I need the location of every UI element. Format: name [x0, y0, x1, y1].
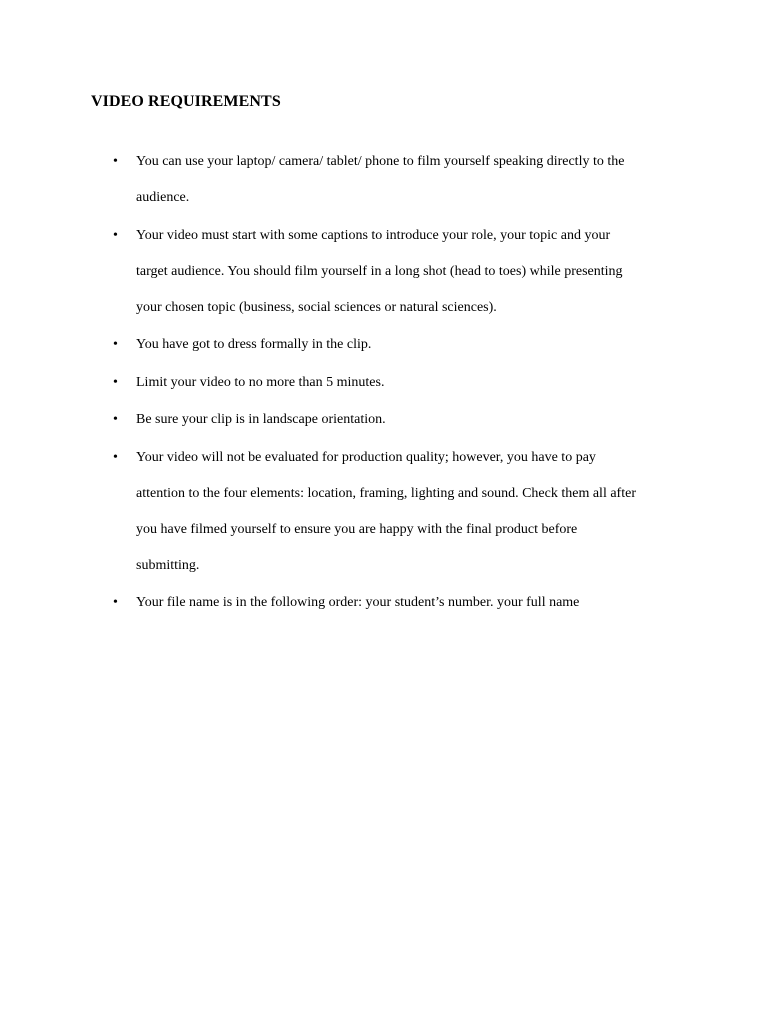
bullet-icon: • — [113, 412, 118, 427]
list-item — [0, 402, 768, 438]
text-line: Your video will not be evaluated for production quality; however, you have to pay — [136, 449, 596, 465]
list-item — [0, 440, 768, 584]
list-item-text — [136, 218, 696, 326]
list-item — [0, 365, 768, 401]
text-line: audience. — [136, 190, 190, 205]
text-line: you have filmed yourself to ensure you are happy with the final product before — [136, 521, 578, 537]
bullet-icon: • — [113, 337, 118, 352]
document-heading: VIDEO REQUIREMENTS — [91, 93, 281, 110]
bullet-icon: • — [113, 595, 118, 610]
text-line: Limit your video to no more than 5 minutes. — [136, 374, 385, 390]
list-item-text — [136, 327, 696, 363]
text-line: attention to the four elements: location, framing, lighting and sound. Check them all after — [136, 485, 636, 501]
text-line: submitting. — [136, 557, 200, 573]
list-item-text — [136, 365, 696, 401]
bullet-icon: • — [113, 227, 118, 243]
list-item — [0, 327, 768, 363]
list-item-text — [136, 144, 696, 216]
text-line: Your video must start with some captions to introduce your role, your topic and your — [136, 227, 611, 243]
list-item-text — [136, 402, 696, 438]
bullet-icon: • — [113, 449, 118, 465]
requirements-list — [0, 144, 768, 623]
list-item-text — [136, 440, 696, 584]
text-line: target audience. You should film yourself in a long shot (head to toes) while presenting — [136, 263, 623, 279]
list-item — [0, 218, 768, 326]
text-line: Your file name is in the following order: your student’s number. your full name — [136, 595, 580, 610]
bullet-icon: • — [113, 154, 118, 169]
list-item — [0, 144, 768, 216]
text-line: You can use your laptop/ camera/ tablet/ phone to film yourself speaking directly to the — [136, 154, 625, 169]
text-line: Be sure your clip is in landscape orientation. — [136, 412, 386, 427]
bullet-icon: • — [113, 374, 118, 390]
list-item — [0, 585, 768, 621]
list-item-text — [136, 585, 696, 621]
text-line: your chosen topic (business, social sciences or natural sciences). — [136, 299, 497, 315]
text-line: You have got to dress formally in the clip. — [136, 337, 372, 352]
